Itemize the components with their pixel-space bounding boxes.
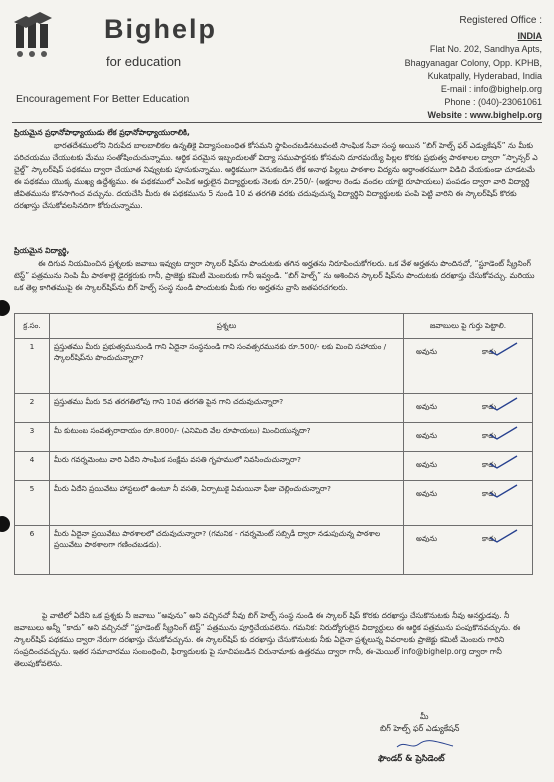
closing-block	[380, 711, 459, 735]
no-option[interactable]: కాదు	[482, 489, 497, 498]
row-serial: 4	[15, 452, 50, 481]
answer-cell	[404, 339, 533, 394]
office-phone: Phone : (040)-23061061	[444, 97, 542, 108]
brand-name: Bighelp	[104, 14, 217, 44]
closing-paragraph: పై వాటిలో ఏదేని ఒక ప్రశ్నకు నీ జవాబు “అవును” అని వచ్చినచో నీవు బిగ్ హెల్ప్ సంస్థ నుండి ఈ స్కాలర్ షిప్ కొరకు దరఖాస్తు చేసుకొనుటకు నీవు అనర్హుడవు. నీ జవాబులు అన్నీ “కాదు” అని వచ్చినచో “స్టూడెంట్ స్క్రీనింగ్ టెస్ట్” పత్రమును పూర్తిచేయవలెను. గమనిక: నిరుద్యోగులైన విద్యార్థులు ఈ ఆర్థిక పత్రమును పంపుకొనవచ్చును. ఈ స్కాలర్‌షిప్ పథకము ద్వారా నేరుగా దరఖాస్తు చేసుకోవచ్చును. ఈ స్కాలర్‌షిప్ కు దరఖాస్తు చేసుకొనుటకు నీకు ఏదైనా ప్రశ్నలున్న వివరాలకు ప్రాజెక్టు కమిటీ మెంబరు గారిని సంప్రదించవచ్చును. ఇతర సమాచారము సంబంధించి, ఫిర్యాదులకు పై సూచిపబడిన చిరునామాకు ఉత్తరము ద్వారా గానీ, ఈ-మెయిల్ info@bighelp.org ద్వారా గానీ తెలుపుకోవలెను.	[14, 611, 521, 668]
organisation-name: బిగ్ హెల్ప్ ఫర్ ఎడ్యుకేషన్	[380, 724, 460, 733]
office-website: Website : www.bighelp.org	[427, 110, 542, 121]
no-option[interactable]: కాదు	[482, 431, 497, 440]
row-question: మీరు గవర్నమెంటు వారి ఏదేని సాంఘిక సంక్షేమ వసతి గృహములో నివసించుచున్నారా?	[50, 452, 404, 481]
tick-mark-icon	[486, 341, 520, 357]
signer-title: ఫౌండర్ & ప్రెసిడెంట్	[378, 754, 445, 764]
header-divider	[12, 122, 542, 123]
tick-mark-icon	[486, 483, 520, 499]
answer-cell	[404, 423, 533, 452]
row-question: మీరు ఏదేని ప్రయివేటు హాస్టలులో ఉంటూ నీ వసతి, ఏర్పాటుకై ఏమయినా ఫీజు చెల్లించుచున్నారా?	[50, 481, 404, 526]
punch-hole	[0, 300, 10, 316]
yes-option[interactable]: అవును	[416, 460, 438, 469]
table-row	[15, 526, 533, 575]
no-option[interactable]: కాదు	[482, 402, 497, 411]
answer-cell	[404, 526, 533, 575]
office-address-line: Kukatpally, Hyderabad, India	[427, 70, 542, 81]
yes-option[interactable]: అవును	[416, 489, 438, 498]
office-email: E-mail : info@bighelp.org	[440, 84, 542, 95]
intro-paragraph: భారతదేశములోని నిరుపేద బాలబాలికల ఉన్నతికై విద్యాసంబంధిత కోసమని స్థాపించబడినటువంటి సాంఘిక సేవా సంస్థ అయిన “బిగ్ హెల్ప్ ఫర్ ఎడ్యుకేషన్” ను మీకు పరిచయము చేయుటకు మేము సంతోషించుచున్నాము. ఆర్థిక పరమైన ఇబ్బందులతో విద్యా సముపార్జనకు కోసమని దూరమయ్యే పిల్లల కొరకు ప్రభుత్వ పాఠశాలల ద్వారా “స్పాన్సర్ ఎ చైల్డ్” స్కాలర్‌షిప్ పథకము ద్వారా చేయూత నివ్వుటకు పూనుకున్నాము. ఆర్థికముగా వెనుకబడిన లేక అనాథ పిల్లలు పాఠశాల విద్యను అర్ధాంతరముగా విడిచి వేయకుండా చూడటమే ఈ పథకము యొక్క ముఖ్య ఉద్దేశ్యము. ఈ పథకములో ఎంపిక అర్హులైన విద్యార్థులకు నెలకు రూ.250/- (అక్షరాల రెండు వందల యాభై రూపాయలు) పంపడం ద్వారా వారి విద్యార్థి జీవితమును కొనసాగించ వచ్చును. దయచేసి మీరు ఈ పథకమును 5 నుండి 10 వ తరగతి వరకు చదువుచున్న విద్యార్థిని విద్యార్థులకు పంపి పెట్టి వారిని ఈ స్కాలర్‌షిప్ కొరకు దరఖాస్తు చేసుకోవలసినదిగా కోరుచున్నాము.	[14, 141, 538, 210]
row-question: ప్రస్తుతము మీరు 5వ తరగతిలోపు గాని 10వ తరగతి పైన గాని చదువుచున్నారా?	[50, 394, 404, 423]
header-questions: ప్రశ్నలు	[50, 314, 404, 339]
no-option[interactable]: కాదు	[482, 534, 497, 543]
office-title: Registered Office :	[459, 15, 542, 26]
yes-option[interactable]: అవును	[416, 534, 438, 543]
office-country: INDIA	[517, 31, 542, 42]
table-header-row	[15, 314, 533, 339]
instructions-paragraph: ఈ దిగువ నియమించిన ప్రశ్నలకు జవాబు ఇవ్వుట ద్వారా స్కాలర్ షిప్‌ను పొందుటకు తగిన అర్హతను నిరూపించుకోగలరు. ఒక వేళ అర్హతను పొందినచో, “స్టూడెంట్ స్క్రీనింగ్ టెస్ట్” పత్రమును నింపి మీ పాఠశాల్లె డైరక్టరుకు గానీ, ప్రాజెక్టు కమిటీ మెంబరుకు గానీ ఇవ్వండి. “బిగ్ హెల్ప్” ను ఆశించిన స్కాలర్ షిప్‌ను పొందుటకు దరఖాస్తు చేసుకోవచ్చు. మరియు ఒక తెల్ల కాగితముపై ఈ స్కాలర్‌షిప్‌ను బిగ్ హెల్ప్ సంస్థ నుండి పొందుటకు మీకు గల అర్హతను వ్రాసి జతపరచగలరు.	[14, 259, 535, 292]
table-row	[15, 423, 533, 452]
tagline: Encouragement For Better Education	[16, 93, 190, 105]
header-answers: జవాబులు పై గుర్తు పెట్టాలి.	[404, 314, 533, 339]
row-serial: 2	[15, 394, 50, 423]
closing-word: మీ	[420, 712, 429, 721]
row-serial: 6	[15, 526, 50, 575]
row-serial: 1	[15, 339, 50, 394]
no-option[interactable]: కాదు	[482, 347, 497, 356]
answer-cell	[404, 394, 533, 423]
table-row	[15, 394, 533, 423]
punch-hole	[0, 516, 10, 532]
yes-option[interactable]: అవును	[416, 402, 438, 411]
no-option[interactable]: కాదు	[482, 460, 497, 469]
answer-cell	[404, 452, 533, 481]
tick-mark-icon	[486, 396, 520, 412]
table-row	[15, 339, 533, 394]
header-serial: క్ర.సం.	[15, 314, 50, 339]
answer-cell	[404, 481, 533, 526]
row-question: మీరు ఏదైనా ప్రయివేటు పాఠశాలలో చదువుచున్నారా? (గమనిక - గవర్నమెంట్ సబ్సిడీ ద్వారా నడుపుచున్న పాఠశాల ప్రయివేటు పాఠశాలగా గణించబడదు).	[50, 526, 404, 575]
registered-office	[372, 14, 542, 123]
row-question: మీ కుటుంబ సంవత్సరాదాయం రూ.8000/- (ఎనిమిది వేల రూపాయలు) మించియున్నదా?	[50, 423, 404, 452]
tick-mark-icon	[486, 528, 520, 544]
table-row	[15, 481, 533, 526]
row-serial: 5	[15, 481, 50, 526]
row-serial: 3	[15, 423, 50, 452]
brand-subtitle: for education	[106, 54, 182, 69]
signature-icon	[395, 738, 455, 750]
row-question: ప్రస్తుతము మీరు ప్రభుత్వమునుండి గాని ఏదైనా సంస్థనుండి గాని సంవత్సరమునకు రూ.500/- లకు మించి సహాయం / స్కాలర్‌షిప్‌ను పొందుచున్నారా?	[50, 339, 404, 394]
bighelp-logo-icon	[14, 8, 64, 58]
salutation: ప్రియమైన ప్రధానోపాధ్యాయుడు లేక ప్రధానోపాధ్యాయురాలికి,	[14, 128, 190, 137]
student-salutation: ప్రియమైన విద్యార్థి,	[14, 246, 70, 255]
office-address-line: Flat No. 202, Sandhya Apts,	[429, 44, 542, 55]
tick-mark-icon	[486, 454, 520, 470]
yes-option[interactable]: అవును	[416, 431, 438, 440]
tick-mark-icon	[486, 425, 520, 441]
office-address-line: Bhagyanagar Colony, Opp. KPHB,	[404, 57, 542, 68]
table-row	[15, 452, 533, 481]
screening-table	[14, 313, 533, 575]
yes-option[interactable]: అవును	[416, 347, 438, 356]
